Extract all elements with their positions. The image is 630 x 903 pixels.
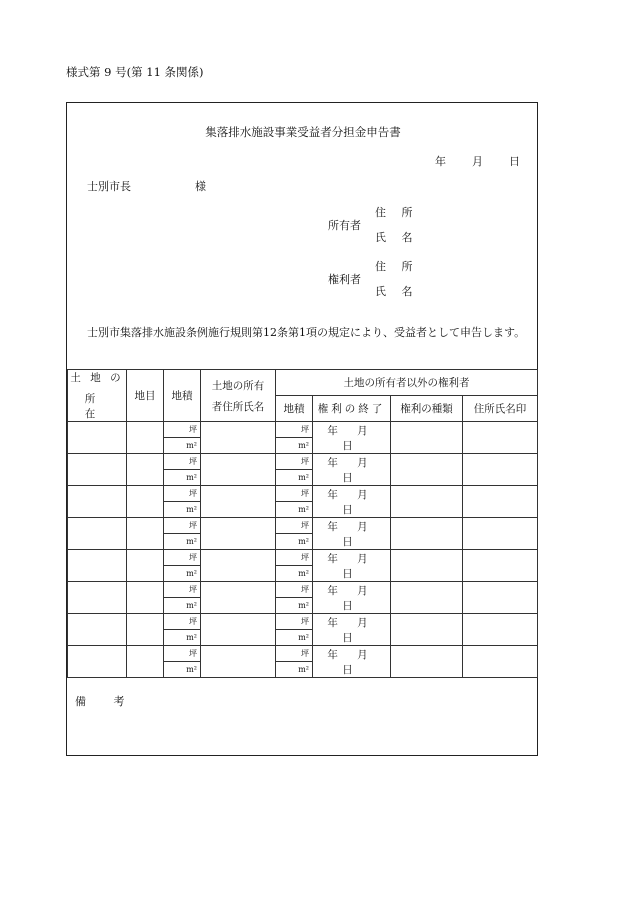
rights-end-cell[interactable]: 年 月 日 [313,646,391,678]
table-row [68,614,538,630]
table-row [68,454,538,470]
area-m2-unit: m² [164,438,201,454]
owner-address-label: 住 所 [375,206,419,219]
seal-cell[interactable] [463,646,538,678]
other-area-tsubo-unit: 坪 [276,646,313,662]
other-area-m2-unit: m² [276,598,313,614]
location-cell[interactable] [68,518,127,550]
rights-type-cell[interactable] [391,550,463,582]
owner-cell[interactable] [201,422,276,454]
rights-end-cell[interactable]: 年 月 日 [313,614,391,646]
area-m2-unit: m² [164,502,201,518]
owner-cell[interactable] [201,486,276,518]
rights-holder-address-label: 住 所 [375,260,419,273]
chimoku-cell[interactable] [127,454,164,486]
table-row [68,518,538,534]
header-other-area: 地積 [276,396,313,422]
owner-cell[interactable] [201,518,276,550]
rights-end-cell[interactable]: 年 月 日 [313,486,391,518]
chimoku-cell[interactable] [127,422,164,454]
area-tsubo-unit: 坪 [164,454,201,470]
rights-end-cell[interactable]: 年 月 日 [313,454,391,486]
rights-end-cell[interactable]: 年 月 日 [313,422,391,454]
header-rights-end: 権利の終了 [313,396,391,422]
rights-end-cell[interactable]: 年 月 日 [313,518,391,550]
owner-cell[interactable] [201,454,276,486]
other-area-tsubo-unit: 坪 [276,550,313,566]
location-cell[interactable] [68,582,127,614]
date-month-label: 月 [472,155,483,168]
chimoku-cell[interactable] [127,518,164,550]
other-area-tsubo-unit: 坪 [276,422,313,438]
area-m2-unit: m² [164,566,201,582]
other-area-m2-unit: m² [276,630,313,646]
chimoku-cell[interactable] [127,550,164,582]
other-area-tsubo-unit: 坪 [276,614,313,630]
other-area-m2-unit: m² [276,438,313,454]
seal-cell[interactable] [463,582,538,614]
other-area-tsubo-unit: 坪 [276,454,313,470]
seal-cell[interactable] [463,550,538,582]
seal-cell[interactable] [463,614,538,646]
other-area-tsubo-unit: 坪 [276,486,313,502]
rights-end-cell[interactable]: 年 月 日 [313,582,391,614]
land-table [67,369,538,678]
rights-type-cell[interactable] [391,614,463,646]
other-area-tsubo-unit: 坪 [276,582,313,598]
rights-type-cell[interactable] [391,582,463,614]
header-chimoku: 地目 [127,370,164,422]
area-tsubo-unit: 坪 [164,614,201,630]
rights-type-cell[interactable] [391,422,463,454]
chimoku-cell[interactable] [127,582,164,614]
area-tsubo-unit: 坪 [164,422,201,438]
header-rights-type: 権利の種類 [391,396,463,422]
header-location: 土 地 の 所 在 [68,370,127,422]
table-row [68,422,538,438]
chimoku-cell[interactable] [127,614,164,646]
area-tsubo-unit: 坪 [164,646,201,662]
owner-cell[interactable] [201,614,276,646]
remarks-label: 備 考 [75,695,137,708]
table-row [68,646,538,662]
chimoku-cell[interactable] [127,486,164,518]
table-row [68,582,538,598]
area-tsubo-unit: 坪 [164,582,201,598]
other-area-m2-unit: m² [276,502,313,518]
owner-name-label: 氏 名 [375,231,419,244]
location-cell[interactable] [68,454,127,486]
rights-type-cell[interactable] [391,646,463,678]
area-m2-unit: m² [164,470,201,486]
owner-cell[interactable] [201,550,276,582]
rights-end-cell[interactable]: 年 月 日 [313,550,391,582]
honorific: 様 [195,180,206,193]
other-area-m2-unit: m² [276,534,313,550]
table-row [68,486,538,502]
seal-cell[interactable] [463,454,538,486]
other-area-m2-unit: m² [276,566,313,582]
addressee: 士別市長 [87,180,131,193]
area-m2-unit: m² [164,534,201,550]
form-title: 集落排水施設事業受益者分担金申告書 [205,125,401,139]
form-frame [66,102,538,756]
seal-cell[interactable] [463,518,538,550]
area-m2-unit: m² [164,598,201,614]
other-area-m2-unit: m² [276,470,313,486]
area-tsubo-unit: 坪 [164,550,201,566]
seal-cell[interactable] [463,422,538,454]
owner-label: 所有者 [328,219,361,232]
location-cell[interactable] [68,422,127,454]
rights-holder-label: 権利者 [328,273,361,286]
header-area: 地積 [164,370,201,422]
owner-cell[interactable] [201,582,276,614]
rights-type-cell[interactable] [391,454,463,486]
area-m2-unit: m² [164,662,201,678]
location-cell[interactable] [68,646,127,678]
form-number-label: 様式第 9 号(第 11 条関係) [66,65,204,79]
rights-type-cell[interactable] [391,518,463,550]
date-year-label: 年 [435,155,446,168]
other-area-m2-unit: m² [276,662,313,678]
location-cell[interactable] [68,486,127,518]
header-other-rights: 土地の所有者以外の権利者 [276,370,538,396]
area-m2-unit: m² [164,630,201,646]
other-area-tsubo-unit: 坪 [276,518,313,534]
rights-holder-name-label: 氏 名 [375,285,419,298]
location-cell[interactable] [68,614,127,646]
header-owner: 土地の所有 者住所氏名 [201,370,276,422]
declaration-text: 士別市集落排水施設条例施行規則第12条第1項の規定により、受益者として申告します。 [87,326,526,339]
table-row [68,550,538,566]
chimoku-cell[interactable] [127,646,164,678]
seal-cell[interactable] [463,486,538,518]
date-day-label: 日 [509,155,520,168]
location-cell[interactable] [68,550,127,582]
area-tsubo-unit: 坪 [164,486,201,502]
owner-cell[interactable] [201,646,276,678]
rights-type-cell[interactable] [391,486,463,518]
area-tsubo-unit: 坪 [164,518,201,534]
header-seal: 住所氏名印 [463,396,538,422]
